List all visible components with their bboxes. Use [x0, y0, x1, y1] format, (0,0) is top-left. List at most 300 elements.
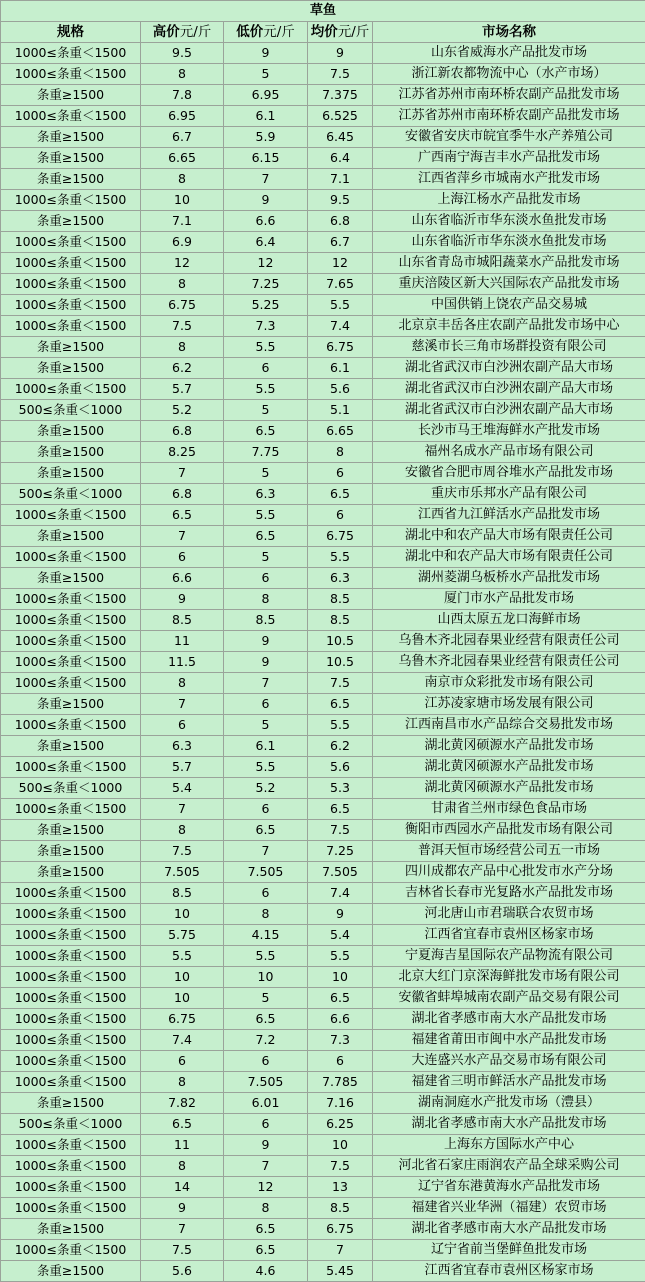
table-row: [1, 883, 645, 904]
cell-market: 山东省临沂市华东淡水鱼批发市场: [373, 232, 645, 253]
cell-spec: 1000≤条重＜1500: [1, 190, 141, 211]
cell-avg-price: 5.6: [308, 757, 373, 778]
cell-market: 福州名成水产品市场有限公司: [373, 442, 645, 463]
cell-spec: 1000≤条重＜1500: [1, 1240, 141, 1261]
cell-high-price: 5.6: [141, 1261, 224, 1282]
cell-spec: 500≤条重＜1000: [1, 1114, 141, 1135]
cell-spec: 1000≤条重＜1500: [1, 631, 141, 652]
cell-market: 山东省临沂市华东淡水鱼批发市场: [373, 211, 645, 232]
cell-high-price: 7: [141, 694, 224, 715]
cell-high-price: 8: [141, 1156, 224, 1177]
cell-high-price: 7: [141, 799, 224, 820]
cell-high-price: 5.2: [141, 400, 224, 421]
cell-low-price: 6.3: [224, 484, 308, 505]
header-avg-label: 均价: [310, 24, 338, 40]
header-low-price: [224, 22, 308, 43]
cell-spec: 1000≤条重＜1500: [1, 799, 141, 820]
cell-high-price: 6.5: [141, 505, 224, 526]
cell-market: 湖北中和农产品大市场有限责任公司: [373, 526, 645, 547]
cell-avg-price: 7.4: [308, 883, 373, 904]
cell-market: 中国供销上饶农产品交易城: [373, 295, 645, 316]
cell-market: 辽宁省前当堡鲜鱼批发市场: [373, 1240, 645, 1261]
cell-high-price: 8: [141, 337, 224, 358]
cell-high-price: 12: [141, 253, 224, 274]
cell-low-price: 12: [224, 253, 308, 274]
cell-low-price: 6.95: [224, 85, 308, 106]
table-row: [1, 274, 645, 295]
cell-high-price: 7: [141, 1219, 224, 1240]
cell-spec: 1000≤条重＜1500: [1, 274, 141, 295]
cell-market: 湖北黄冈硕源水产品批发市场: [373, 736, 645, 757]
cell-avg-price: 6.65: [308, 421, 373, 442]
cell-high-price: 6.8: [141, 484, 224, 505]
table-row: [1, 148, 645, 169]
cell-spec: 1000≤条重＜1500: [1, 904, 141, 925]
cell-high-price: 6.65: [141, 148, 224, 169]
cell-low-price: 7.505: [224, 1072, 308, 1093]
cell-avg-price: 9.5: [308, 190, 373, 211]
cell-low-price: 9: [224, 652, 308, 673]
table-row: [1, 505, 645, 526]
cell-low-price: 7: [224, 841, 308, 862]
cell-low-price: 5: [224, 988, 308, 1009]
cell-avg-price: 6.3: [308, 568, 373, 589]
cell-market: 湖北省孝感市南大水产品批发市场: [373, 1114, 645, 1135]
cell-low-price: 6.5: [224, 421, 308, 442]
cell-low-price: 5.25: [224, 295, 308, 316]
cell-high-price: 7.5: [141, 316, 224, 337]
cell-market: 河北省石家庄雨润农产品全球采购公司: [373, 1156, 645, 1177]
cell-avg-price: 7.4: [308, 316, 373, 337]
cell-high-price: 6.75: [141, 1009, 224, 1030]
cell-low-price: 6.15: [224, 148, 308, 169]
cell-high-price: 9: [141, 1198, 224, 1219]
cell-avg-price: 7: [308, 1240, 373, 1261]
cell-low-price: 7: [224, 169, 308, 190]
table-row: [1, 778, 645, 799]
table-row: [1, 43, 645, 64]
cell-market: 浙江新农都物流中心（水产市场）: [373, 64, 645, 85]
cell-market: 厦门市水产品批发市场: [373, 589, 645, 610]
table-row: [1, 694, 645, 715]
cell-spec: 条重≥1500: [1, 358, 141, 379]
table-row: [1, 337, 645, 358]
cell-market: 湖北省武汉市白沙洲农副产品大市场: [373, 400, 645, 421]
cell-high-price: 8.5: [141, 883, 224, 904]
table-row: [1, 862, 645, 883]
table-title-row: [1, 1, 645, 22]
cell-market: 福建省兴业华洲（福建）农贸市场: [373, 1198, 645, 1219]
cell-market: 湖北省武汉市白沙洲农副产品大市场: [373, 379, 645, 400]
cell-avg-price: 7.16: [308, 1093, 373, 1114]
cell-avg-price: 7.5: [308, 820, 373, 841]
cell-spec: 1000≤条重＜1500: [1, 106, 141, 127]
cell-avg-price: 6.75: [308, 526, 373, 547]
cell-market: 福建省莆田市闽中水产品批发市场: [373, 1030, 645, 1051]
cell-avg-price: 7.505: [308, 862, 373, 883]
table-row: [1, 820, 645, 841]
cell-spec: 1000≤条重＜1500: [1, 379, 141, 400]
cell-avg-price: 6.8: [308, 211, 373, 232]
table-row: [1, 1219, 645, 1240]
cell-low-price: 7: [224, 673, 308, 694]
header-high-unit: 元/斤: [179, 24, 212, 40]
cell-avg-price: 10: [308, 967, 373, 988]
cell-spec: 条重≥1500: [1, 1219, 141, 1240]
cell-high-price: 6: [141, 547, 224, 568]
cell-high-price: 8.5: [141, 610, 224, 631]
cell-spec: 500≤条重＜1000: [1, 400, 141, 421]
cell-spec: 条重≥1500: [1, 694, 141, 715]
cell-market: 重庆涪陵区新大兴国际农产品批发市场: [373, 274, 645, 295]
header-market: 市场名称: [373, 22, 645, 43]
cell-spec: 条重≥1500: [1, 1093, 141, 1114]
cell-avg-price: 6.5: [308, 988, 373, 1009]
cell-avg-price: 7.375: [308, 85, 373, 106]
cell-high-price: 8: [141, 64, 224, 85]
cell-avg-price: 8.5: [308, 589, 373, 610]
table-row: [1, 736, 645, 757]
cell-high-price: 7.8: [141, 85, 224, 106]
cell-high-price: 7: [141, 463, 224, 484]
cell-low-price: 5: [224, 400, 308, 421]
cell-avg-price: 6.75: [308, 337, 373, 358]
cell-spec: 1000≤条重＜1500: [1, 505, 141, 526]
cell-avg-price: 6: [308, 505, 373, 526]
table-row: [1, 967, 645, 988]
cell-low-price: 5: [224, 64, 308, 85]
cell-market: 吉林省长春市光复路水产品批发市场: [373, 883, 645, 904]
cell-market: 湖北黄冈硕源水产品批发市场: [373, 778, 645, 799]
cell-spec: 1000≤条重＜1500: [1, 652, 141, 673]
cell-low-price: 4.15: [224, 925, 308, 946]
cell-market: 大连盛兴水产品交易市场有限公司: [373, 1051, 645, 1072]
cell-low-price: 8: [224, 1198, 308, 1219]
cell-high-price: 9.5: [141, 43, 224, 64]
cell-market: 福建省三明市鲜活水产品批发市场: [373, 1072, 645, 1093]
cell-high-price: 6.2: [141, 358, 224, 379]
cell-market: 南京市众彩批发市场有限公司: [373, 673, 645, 694]
cell-avg-price: 6.5: [308, 799, 373, 820]
table-row: [1, 1135, 645, 1156]
cell-market: 山东省青岛市城阳蔬菜水产品批发市场: [373, 253, 645, 274]
cell-avg-price: 7.5: [308, 673, 373, 694]
cell-low-price: 6.5: [224, 820, 308, 841]
cell-market: 上海江杨水产品批发市场: [373, 190, 645, 211]
cell-market: 湖州菱湖乌板桥水产品批发市场: [373, 568, 645, 589]
cell-low-price: 5.9: [224, 127, 308, 148]
cell-market: 山东省威海水产品批发市场: [373, 43, 645, 64]
table-row: [1, 295, 645, 316]
cell-high-price: 6: [141, 1051, 224, 1072]
cell-spec: 1000≤条重＜1500: [1, 1177, 141, 1198]
cell-spec: 1000≤条重＜1500: [1, 883, 141, 904]
cell-avg-price: 12: [308, 253, 373, 274]
cell-spec: 条重≥1500: [1, 421, 141, 442]
cell-avg-price: 8.5: [308, 1198, 373, 1219]
cell-high-price: 6.8: [141, 421, 224, 442]
cell-market: 江西省宜春市袁州区杨家市场: [373, 1261, 645, 1282]
cell-high-price: 7.5: [141, 841, 224, 862]
cell-avg-price: 13: [308, 1177, 373, 1198]
table-row: [1, 547, 645, 568]
cell-avg-price: 5.5: [308, 946, 373, 967]
cell-high-price: 8: [141, 820, 224, 841]
cell-avg-price: 5.45: [308, 1261, 373, 1282]
cell-low-price: 6.1: [224, 106, 308, 127]
cell-market: 湖北省孝感市南大水产品批发市场: [373, 1009, 645, 1030]
cell-market: 江苏凌家塘市场发展有限公司: [373, 694, 645, 715]
table-row: [1, 232, 645, 253]
cell-avg-price: 7.5: [308, 1156, 373, 1177]
cell-high-price: 8: [141, 169, 224, 190]
cell-market: 湖南洞庭水产批发市场（澧县）: [373, 1093, 645, 1114]
table-row: [1, 1009, 645, 1030]
cell-spec: 1000≤条重＜1500: [1, 925, 141, 946]
table-row: [1, 400, 645, 421]
cell-spec: 1000≤条重＜1500: [1, 715, 141, 736]
cell-low-price: 5: [224, 715, 308, 736]
table-row: [1, 526, 645, 547]
cell-low-price: 9: [224, 631, 308, 652]
cell-spec: 500≤条重＜1000: [1, 484, 141, 505]
cell-market: 江苏省苏州市南环桥农副产品批发市场: [373, 85, 645, 106]
table-row: [1, 64, 645, 85]
cell-high-price: 11: [141, 631, 224, 652]
cell-high-price: 7: [141, 526, 224, 547]
cell-avg-price: 9: [308, 43, 373, 64]
cell-avg-price: 8: [308, 442, 373, 463]
cell-market: 江西省宜春市袁州区杨家市场: [373, 925, 645, 946]
cell-high-price: 10: [141, 904, 224, 925]
cell-high-price: 11.5: [141, 652, 224, 673]
cell-market: 江西南昌市水产品综合交易批发市场: [373, 715, 645, 736]
cell-market: 乌鲁木齐北园春果业经营有限责任公司: [373, 652, 645, 673]
cell-high-price: 8: [141, 1072, 224, 1093]
cell-spec: 1000≤条重＜1500: [1, 316, 141, 337]
cell-avg-price: 5.5: [308, 547, 373, 568]
table-row: [1, 1051, 645, 1072]
cell-market: 湖北中和农产品大市场有限责任公司: [373, 547, 645, 568]
cell-avg-price: 6.25: [308, 1114, 373, 1135]
cell-avg-price: 6: [308, 1051, 373, 1072]
cell-market: 慈溪市长三角市场群投资有限公司: [373, 337, 645, 358]
table-row: [1, 127, 645, 148]
cell-spec: 1000≤条重＜1500: [1, 43, 141, 64]
cell-spec: 1000≤条重＜1500: [1, 64, 141, 85]
table-row: [1, 1240, 645, 1261]
cell-low-price: 6.1: [224, 736, 308, 757]
cell-avg-price: 5.6: [308, 379, 373, 400]
table-row: [1, 1093, 645, 1114]
cell-high-price: 6.7: [141, 127, 224, 148]
table-row: [1, 610, 645, 631]
cell-high-price: 6.6: [141, 568, 224, 589]
cell-low-price: 6.5: [224, 1009, 308, 1030]
cell-spec: 条重≥1500: [1, 862, 141, 883]
cell-high-price: 7.4: [141, 1030, 224, 1051]
cell-spec: 1000≤条重＜1500: [1, 946, 141, 967]
cell-spec: 1000≤条重＜1500: [1, 1030, 141, 1051]
cell-spec: 1000≤条重＜1500: [1, 1072, 141, 1093]
cell-low-price: 6: [224, 1114, 308, 1135]
cell-high-price: 7.1: [141, 211, 224, 232]
cell-spec: 条重≥1500: [1, 85, 141, 106]
cell-low-price: 9: [224, 190, 308, 211]
cell-market: 安徽省蚌埠城南农副产品交易有限公司: [373, 988, 645, 1009]
cell-low-price: 12: [224, 1177, 308, 1198]
cell-avg-price: 6.5: [308, 694, 373, 715]
cell-spec: 1000≤条重＜1500: [1, 673, 141, 694]
cell-high-price: 5.4: [141, 778, 224, 799]
cell-high-price: 7.82: [141, 1093, 224, 1114]
cell-avg-price: 6.525: [308, 106, 373, 127]
cell-avg-price: 6.4: [308, 148, 373, 169]
cell-avg-price: 9: [308, 904, 373, 925]
cell-avg-price: 6.75: [308, 1219, 373, 1240]
cell-high-price: 8: [141, 274, 224, 295]
cell-avg-price: 8.5: [308, 610, 373, 631]
cell-low-price: 5.5: [224, 757, 308, 778]
cell-spec: 条重≥1500: [1, 568, 141, 589]
cell-avg-price: 10.5: [308, 652, 373, 673]
cell-market: 衡阳市西园水产品批发市场有限公司: [373, 820, 645, 841]
table-row: [1, 673, 645, 694]
cell-spec: 条重≥1500: [1, 1261, 141, 1282]
cell-spec: 条重≥1500: [1, 337, 141, 358]
cell-market: 江西省萍乡市城南水产批发市场: [373, 169, 645, 190]
cell-low-price: 5: [224, 547, 308, 568]
cell-market: 普洱天恒市场经营公司五一市场: [373, 841, 645, 862]
cell-spec: 1000≤条重＜1500: [1, 1156, 141, 1177]
cell-high-price: 14: [141, 1177, 224, 1198]
cell-high-price: 6.75: [141, 295, 224, 316]
cell-high-price: 6: [141, 715, 224, 736]
cell-high-price: 6.5: [141, 1114, 224, 1135]
cell-avg-price: 6.1: [308, 358, 373, 379]
cell-low-price: 6: [224, 1051, 308, 1072]
cell-spec: 1000≤条重＜1500: [1, 988, 141, 1009]
cell-high-price: 5.7: [141, 379, 224, 400]
table-row: [1, 85, 645, 106]
table-row: [1, 106, 645, 127]
cell-market: 四川成都农产品中心批发市水产分场: [373, 862, 645, 883]
cell-high-price: 8.25: [141, 442, 224, 463]
header-avg-unit: 元/斤: [337, 24, 370, 40]
cell-avg-price: 6.5: [308, 484, 373, 505]
cell-spec: 1000≤条重＜1500: [1, 589, 141, 610]
cell-high-price: 10: [141, 190, 224, 211]
cell-low-price: 5.2: [224, 778, 308, 799]
cell-avg-price: 7.1: [308, 169, 373, 190]
cell-spec: 1000≤条重＜1500: [1, 610, 141, 631]
cell-avg-price: 7.25: [308, 841, 373, 862]
cell-spec: 条重≥1500: [1, 442, 141, 463]
cell-low-price: 6: [224, 358, 308, 379]
cell-market: 宁夏海吉星国际农产品物流有限公司: [373, 946, 645, 967]
table-row: [1, 946, 645, 967]
table-row: [1, 316, 645, 337]
cell-avg-price: 7.65: [308, 274, 373, 295]
cell-spec: 条重≥1500: [1, 148, 141, 169]
cell-low-price: 7: [224, 1156, 308, 1177]
cell-high-price: 5.75: [141, 925, 224, 946]
table-row: [1, 358, 645, 379]
cell-low-price: 4.6: [224, 1261, 308, 1282]
cell-avg-price: 6: [308, 463, 373, 484]
header-low-label: 低价: [236, 24, 264, 40]
cell-low-price: 9: [224, 43, 308, 64]
cell-low-price: 7.25: [224, 274, 308, 295]
cell-market: 北京大红门京深海鲜批发市场有限公司: [373, 967, 645, 988]
table-row: [1, 589, 645, 610]
cell-market: 江西省九江鲜活水产品批发市场: [373, 505, 645, 526]
cell-high-price: 6.3: [141, 736, 224, 757]
cell-low-price: 9: [224, 1135, 308, 1156]
cell-market: 河北唐山市君瑞联合农贸市场: [373, 904, 645, 925]
cell-market: 甘肃省兰州市绿色食品市场: [373, 799, 645, 820]
table-row: [1, 757, 645, 778]
header-spec: 规格: [1, 22, 141, 43]
table-row: [1, 379, 645, 400]
cell-low-price: 5.5: [224, 946, 308, 967]
table-row: [1, 1198, 645, 1219]
header-low-unit: 元/斤: [263, 24, 295, 40]
table-row: [1, 442, 645, 463]
cell-spec: 条重≥1500: [1, 841, 141, 862]
cell-high-price: 8: [141, 673, 224, 694]
cell-high-price: 11: [141, 1135, 224, 1156]
cell-spec: 条重≥1500: [1, 820, 141, 841]
cell-avg-price: 7.785: [308, 1072, 373, 1093]
cell-low-price: 6: [224, 568, 308, 589]
cell-market: 安徽省合肥市周谷堆水产品批发市场: [373, 463, 645, 484]
table-row: [1, 904, 645, 925]
cell-low-price: 5: [224, 463, 308, 484]
cell-market: 上海东方国际水产中心: [373, 1135, 645, 1156]
cell-low-price: 10: [224, 967, 308, 988]
table-row: [1, 631, 645, 652]
cell-market: 湖北省孝感市南大水产品批发市场: [373, 1219, 645, 1240]
cell-low-price: 6: [224, 799, 308, 820]
cell-avg-price: 6.45: [308, 127, 373, 148]
cell-high-price: 10: [141, 988, 224, 1009]
header-row: [1, 22, 645, 43]
cell-low-price: 8.5: [224, 610, 308, 631]
cell-avg-price: 5.4: [308, 925, 373, 946]
cell-spec: 条重≥1500: [1, 169, 141, 190]
cell-avg-price: 5.3: [308, 778, 373, 799]
table-row: [1, 988, 645, 1009]
cell-spec: 条重≥1500: [1, 736, 141, 757]
table-row: [1, 1072, 645, 1093]
cell-spec: 1000≤条重＜1500: [1, 1009, 141, 1030]
cell-low-price: 8: [224, 904, 308, 925]
cell-low-price: 5.5: [224, 379, 308, 400]
cell-market: 长沙市马王堆海鲜水产批发市场: [373, 421, 645, 442]
table-row: [1, 715, 645, 736]
cell-avg-price: 7.5: [308, 64, 373, 85]
table-row: [1, 421, 645, 442]
header-high-label: 高价: [152, 24, 180, 40]
cell-market: 江苏省苏州市南环桥农副产品批发市场: [373, 106, 645, 127]
table-row: [1, 568, 645, 589]
cell-avg-price: 6.2: [308, 736, 373, 757]
table-row: [1, 652, 645, 673]
table-row: [1, 169, 645, 190]
cell-market: 山西太原五龙口海鲜市场: [373, 610, 645, 631]
cell-avg-price: 6.6: [308, 1009, 373, 1030]
